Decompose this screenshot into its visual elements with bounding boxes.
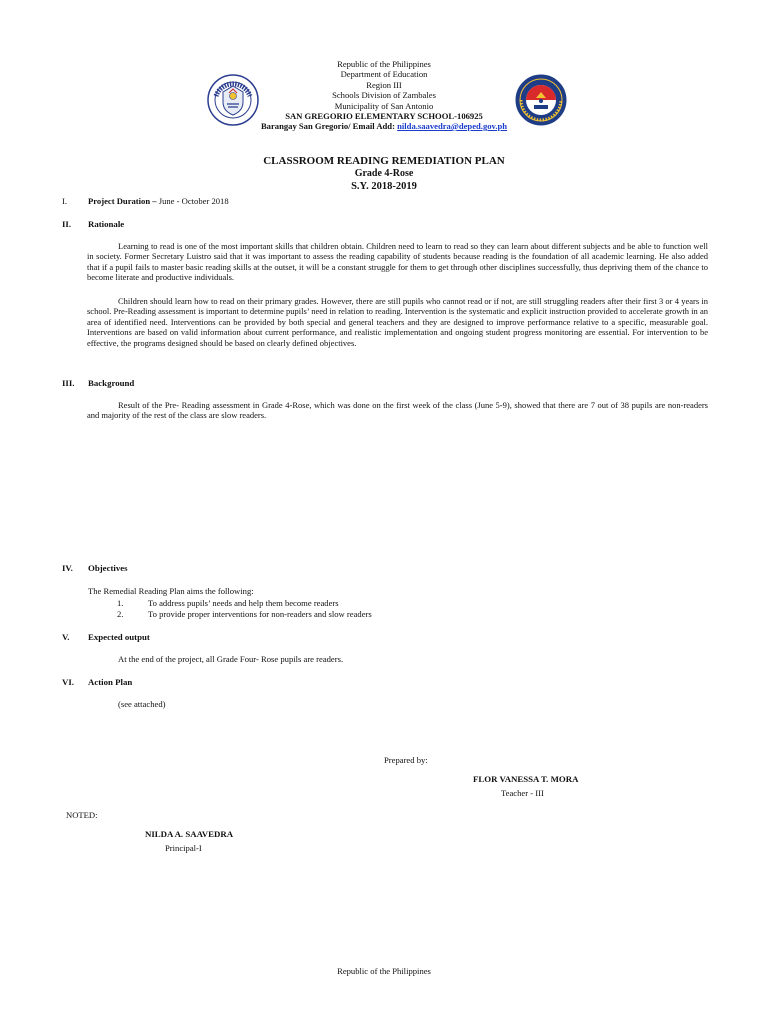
page-title: CLASSROOM READING REMEDIATION PLAN <box>263 155 505 167</box>
section-title-objectives: Objectives <box>88 563 128 573</box>
project-duration-value: June - October 2018 <box>156 196 229 206</box>
section-title-action-plan: Action Plan <box>88 677 133 687</box>
header-school: SAN GREGORIO ELEMENTARY SCHOOL-106925 <box>285 111 483 121</box>
noter-name: NILDA A. SAAVEDRA <box>145 829 234 839</box>
prepared-by-label: Prepared by: <box>384 755 428 765</box>
section-number: III. <box>62 378 75 388</box>
email-link[interactable]: nilda.saavedra@deped.gov.ph <box>397 121 508 131</box>
section-number: V. <box>62 632 70 642</box>
list-item: To provide proper interventions for non-readers and slow readers <box>148 609 372 619</box>
footer-country: Republic of the Philippines <box>337 966 431 976</box>
objectives-intro: The Remedial Reading Plan aims the following: <box>88 586 254 596</box>
rationale-paragraph-1: Learning to read is one of the most important skills that children obtain. Children need to learn to read so they can learn about different subjects and be able to function well in society. Former Secretary Luistro said that it was important to assess the reading capability of students because reading is the foundation of all academic learning. He also added that if a pupil fails to master basic reading skills at the outset, it will be a constant struggle for them to get through other disciplines successfully, thus depriving them of the chance to become literate and productive individuals. <box>87 241 708 283</box>
school-year: S.Y. 2018-2019 <box>351 181 417 192</box>
rationale-paragraph-2: Children should learn how to read on their primary grades. However, there are still pupils who cannot read or if not, are still struggling readers after their first 3 or 4 years in school. Pre-Reading assessment is important to determine pupils’ need in relation to reading. Intervention is the systematic and explicit instruction provided to accelerate growth in an area of identified need. Interventions can be provided by both special and general teachers and they are designed to improve performance relative to a specific, measurable goal. Interventions are based on valid information about current performance, and realistic implementation and ongoing student progress monitoring are essential. For intervention to be effective, the programs designed should be based on clearly defined objectives. <box>87 296 708 348</box>
header-division: Schools Division of Zambales <box>332 90 436 100</box>
section-number: VI. <box>62 677 74 687</box>
background-paragraph: Result of the Pre- Reading assessment in Grade 4-Rose, which was done on the first week of the class (June 5-9), showed that there are 7 out of 38 pupils are non-readers and majority of the rest of the class are slow readers. <box>87 400 708 421</box>
action-plan-text: (see attached) <box>118 699 166 709</box>
preparer-position: Teacher - III <box>501 788 544 798</box>
header-address <box>0 121 768 131</box>
header-country: Republic of the Philippines <box>337 59 431 69</box>
preparer-name: FLOR VANESSA T. MORA <box>473 774 579 784</box>
noted-label: NOTED: <box>66 810 98 820</box>
section-title-background: Background <box>88 378 135 388</box>
section-number: IV. <box>62 563 73 573</box>
header-municipality: Municipality of San Antonio <box>334 101 434 111</box>
project-duration-label: Project Duration – <box>88 196 157 206</box>
project-duration <box>88 196 229 206</box>
header-region: Region III <box>366 80 402 90</box>
section-number: II. <box>62 219 72 229</box>
list-item: To address pupils’ needs and help them become readers <box>148 598 339 608</box>
expected-output-text: At the end of the project, all Grade Four- Rose pupils are readers. <box>118 654 344 664</box>
section-title-expected-output: Expected output <box>88 632 150 642</box>
noter-position: Principal-I <box>165 843 202 853</box>
header-department: Department of Education <box>340 69 428 79</box>
section-number: I. <box>62 196 68 206</box>
list-item-number: 1. <box>117 598 124 608</box>
section-title-rationale: Rationale <box>88 219 125 229</box>
list-item-number: 2. <box>117 609 124 619</box>
header-address-label: Barangay San Gregorio/ Email Add: <box>260 121 398 131</box>
grade-label: Grade 4-Rose <box>354 168 414 179</box>
